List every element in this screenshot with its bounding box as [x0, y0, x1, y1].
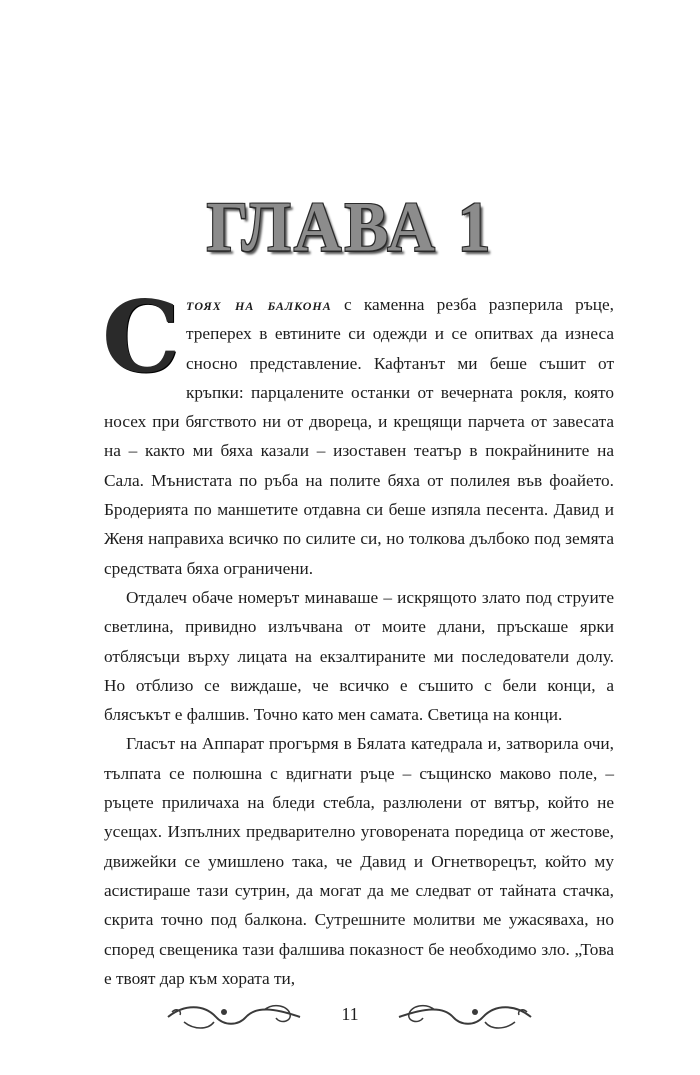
page-footer	[0, 1000, 700, 1040]
chapter-title: ГЛАВА 1	[206, 188, 494, 267]
ornament-right-icon	[395, 1000, 535, 1034]
page-number: 11	[341, 1004, 359, 1024]
lead-in: тоях на балкона	[186, 295, 332, 314]
paragraph-2: Отдалеч обаче номерът минаваше – искрящото злато под струите светлина, привидно излъчвана от моите длани, пръскаше ярки отблясъци върху лицата на екзалтираните ми последователи долу. Но отблизо се виждаше, че всичко е съшито с бели конци, а блясъкът е фалшив. Точно като мен самата. Светица на конци.	[104, 587, 614, 725]
paragraph-1-text: с каменна резба разперила ръце, треперех в евтините си одежди и се опитвах да изнеса сносно представление. Кафтанът ми беше съшит от кръпки: парцалените останки от вечерната рокля, която носех при бягството ни от двореца, и крещящи парчета от завесата на – както ми бяха казали – изоставен театър в покрайнините на Сала. Мънистата по ръба на полите бяха от полилея във фоайето. Бродерията по маншетите отдавна си беше изпяла песента. Давид и Женя направиха всичко по силите си, но толкова дълбоко под земята средствата бяха ограничени.	[104, 295, 615, 578]
body-text	[102, 280, 615, 993]
paragraph-1	[102, 280, 615, 583]
paragraph-3: Гласът на Аппарат прогърмя в Бялата катедрала и, затворила очи, тълпата се полюшна с вдигнати ръце – същинско маково поле, – ръцете приличаха на бледи стебла, разлюлени от вятър, който не усещах. Изпълних предварително уговорената поредица от жестове, движейки се умишлено така, че Давид и Огнетворецът, който му асистираше тази сутрин, да могат да ме следват от тайната стачка, скрита точно под балкона. Сутрешните молитви ме ужасяваха, но според свещеника тази фалшива показност бе необходимо зло. „Това е твоят дар към хората ти,	[104, 734, 614, 988]
drop-cap: С	[102, 280, 180, 395]
